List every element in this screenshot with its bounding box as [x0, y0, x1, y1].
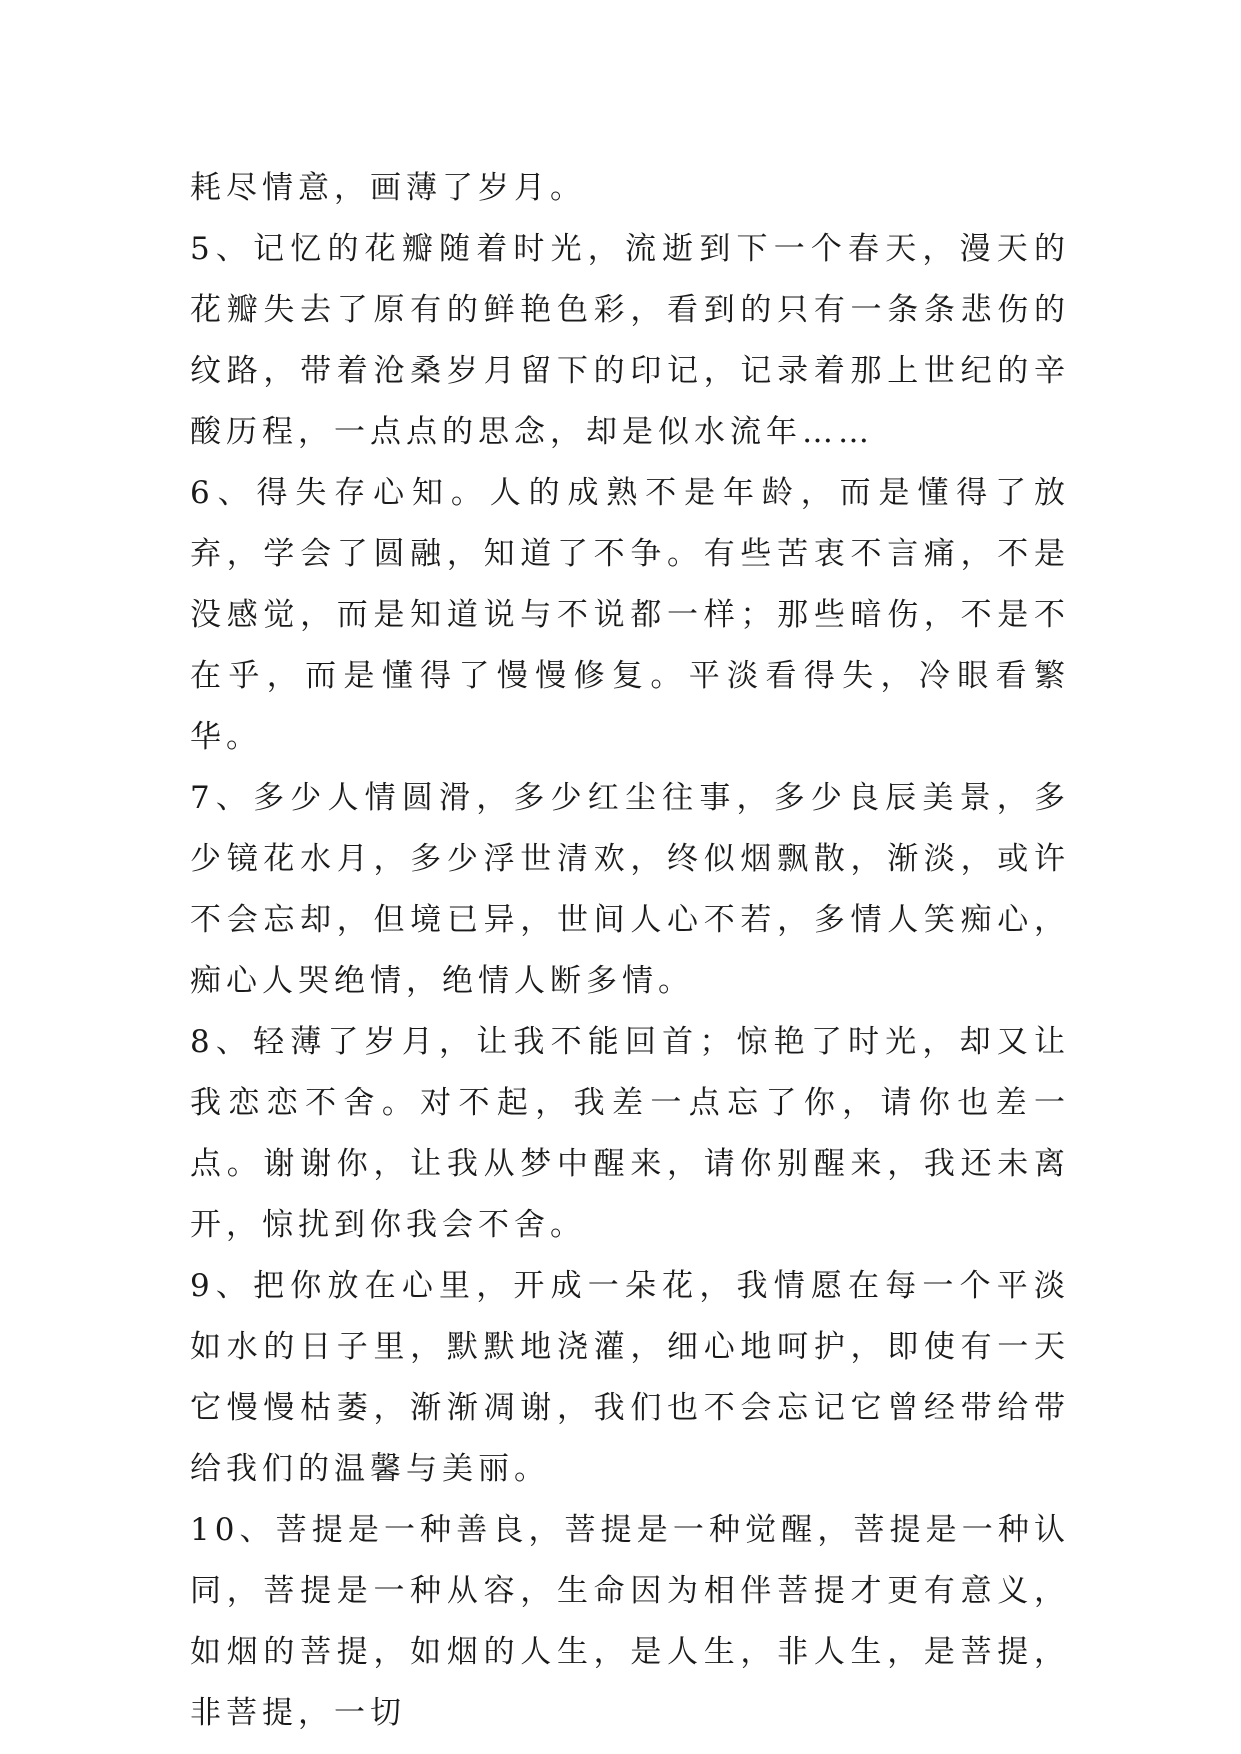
paragraph-item-6: 6、得失存心知。人的成熟不是年龄，而是懂得了放弃，学会了圆融，知道了不争。有些苦衷不言痛，不是没感觉，而是知道说与不说都一样；那些暗伤，不是不在乎，而是懂得了慢慢修复。平淡看得失，冷眼看繁华。 — [190, 475, 1070, 755]
paragraph-item-10: 10、菩提是一种善良，菩提是一种觉醒，菩提是一种认同，菩提是一种从容，生命因为相伴菩提才更有意义，如烟的菩提，如烟的人生，是人生，非人生，是菩提，非菩提，一切 — [190, 1512, 1070, 1731]
body-text — [190, 158, 1070, 1744]
paragraph-continuation: 耗尽情意，画薄了岁月。 — [190, 170, 586, 206]
paragraph-item-9: 9、把你放在心里，开成一朵花，我情愿在每一个平淡如水的日子里，默默地浇灌，细心地呵护，即使有一天它慢慢枯萎，渐渐凋谢，我们也不会忘记它曾经带给带给我们的温馨与美丽。 — [190, 1268, 1070, 1487]
paragraph-item-5: 5、记忆的花瓣随着时光，流逝到下一个春天，漫天的花瓣失去了原有的鲜艳色彩，看到的只有一条条悲伤的纹路，带着沧桑岁月留下的印记，记录着那上世纪的辛酸历程，一点点的思念，却是似水流年…… — [190, 231, 1070, 450]
paragraph-item-8: 8、轻薄了岁月，让我不能回首；惊艳了时光，却又让我恋恋不舍。对不起，我差一点忘了你，请你也差一点。谢谢你，让我从梦中醒来，请你别醒来，我还未离开，惊扰到你我会不舍。 — [190, 1024, 1070, 1243]
paragraph-item-7: 7、多少人情圆滑，多少红尘往事，多少良辰美景，多少镜花水月，多少浮世清欢，终似烟飘散，渐淡，或许不会忘却，但境已异，世间人心不若，多情人笑痴心，痴心人哭绝情，绝情人断多情。 — [190, 780, 1070, 999]
